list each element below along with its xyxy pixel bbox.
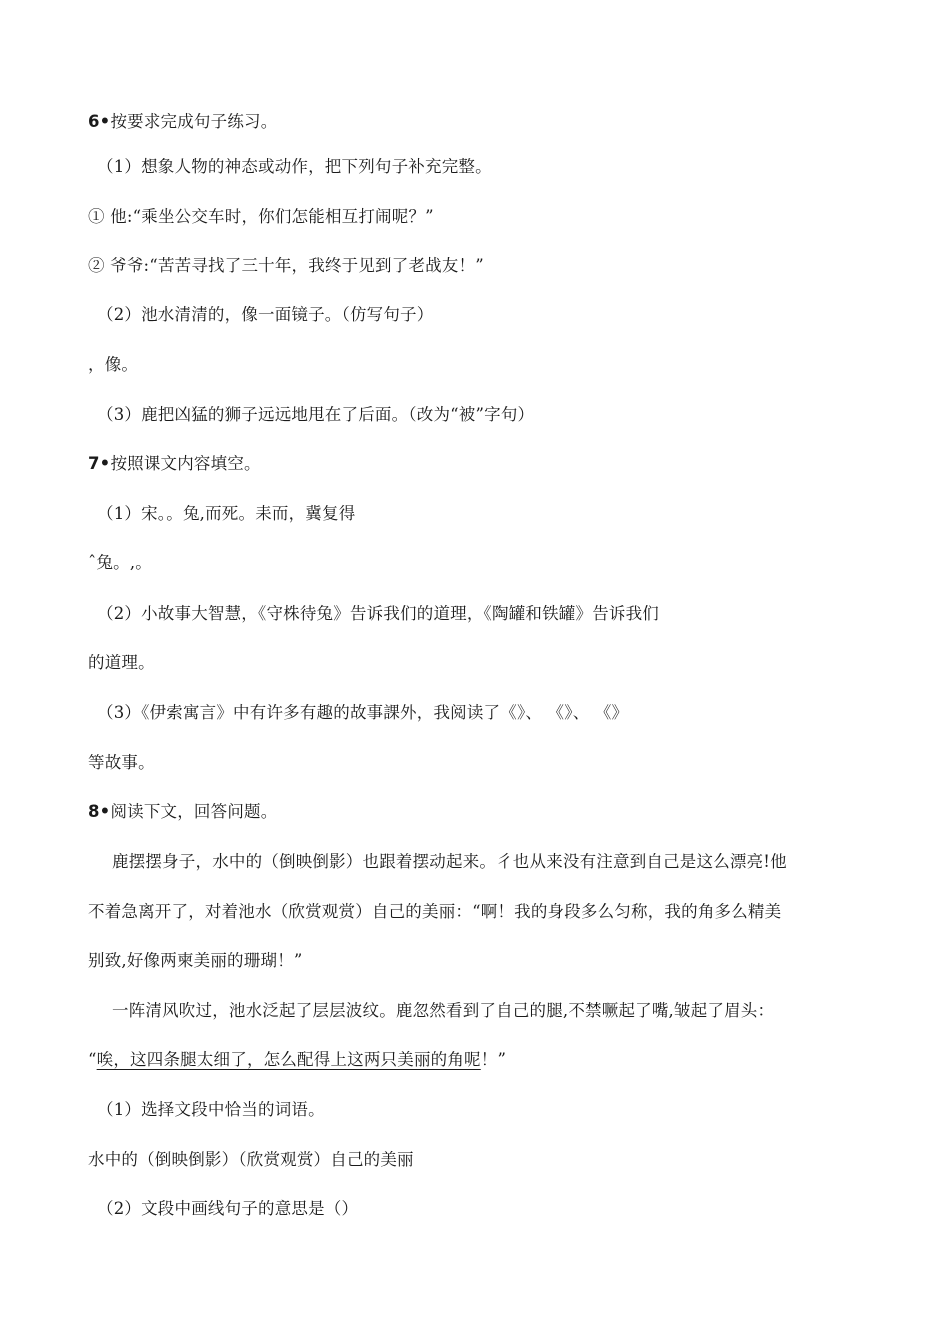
passage1-line1: 鹿摆摆身子，水中的（倒映倒影）也跟着摆动起来。彳也从来没有注意到自己是这么漂亮!他 (112, 852, 787, 871)
q8-part2: （2）文段中画线句子的意思是（） (97, 1199, 359, 1218)
q6-part3: （3）鹿把凶猛的狮子远远地甩在了后面。（改为“被”字句） (97, 405, 535, 424)
q6-part2-blank: ，像。 (88, 355, 139, 374)
question-title: 按照课文内容填空。 (110, 454, 261, 473)
passage1-line2: 不着急离开了，对着池水（欣赏观赏）自己的美丽：“啊！我的身段多么匀称，我的角多么精美 (88, 902, 782, 921)
q7-part1-line1: （1）宋。。兔,而死。耒而，冀复得 (97, 504, 356, 523)
q8-part1-answer: 水中的（倒映倒影）（欣赏观赏）自己的美丽 (88, 1150, 414, 1169)
question-number: 6• (88, 112, 111, 131)
q7-part3-line1: （3）《伊索寓言》中有许多有趣的故事課外，我阅读了《》、 《》、 《》 (97, 703, 629, 722)
underlined-sentence: 唉，这四条腿太细了，怎么配得上这两只美丽的角呢 (96, 1050, 481, 1069)
passage2-line2 (88, 1049, 506, 1071)
q7-part2-line1: （2）小故事大智慧，《守株待兔》告诉我们的道理，《陶罐和铁罐》告诉我们 (97, 604, 659, 623)
question-number: 7• (88, 454, 111, 473)
q7-part3-line2: 等故事。 (88, 753, 155, 772)
question-number: 8• (88, 802, 111, 821)
question-title: 按要求完成句子练习。 (110, 112, 278, 131)
question-6-heading (88, 111, 277, 133)
passage1-line3: 别致,好像两柬美丽的珊瑚！” (88, 951, 303, 970)
question-8-heading (88, 801, 277, 823)
question-title: 阅读下文，回答问题。 (110, 802, 278, 821)
quote-open: “ (88, 1050, 97, 1069)
q8-part1: （1）选择文段中恰当的词语。 (97, 1100, 325, 1119)
passage2-line1: 一阵清风吹过，池水泛起了层层波纹。鹿忽然看到了自己的腿,不禁噘起了嘴,皱起了眉头： (112, 1001, 775, 1020)
question-7-heading (88, 453, 261, 475)
q7-part2-line2: 的道理。 (88, 653, 155, 672)
q7-part1-line2: ˆ兔。,。 (88, 553, 152, 572)
q6-part1: （1）想象人物的神态或动作，把下列句子补充完整。 (97, 157, 492, 176)
q6-item1: ① 他:“乘坐公交车时，你们怎能相互打闹呢？” (88, 207, 434, 226)
q6-part2: （2）池水清清的，像一面镜子。（仿写句子） (97, 305, 434, 324)
quote-close: ！” (480, 1050, 507, 1069)
q6-item2: ② 爷爷:“苦苦寻找了三十年，我终于见到了老战友！” (88, 256, 484, 275)
